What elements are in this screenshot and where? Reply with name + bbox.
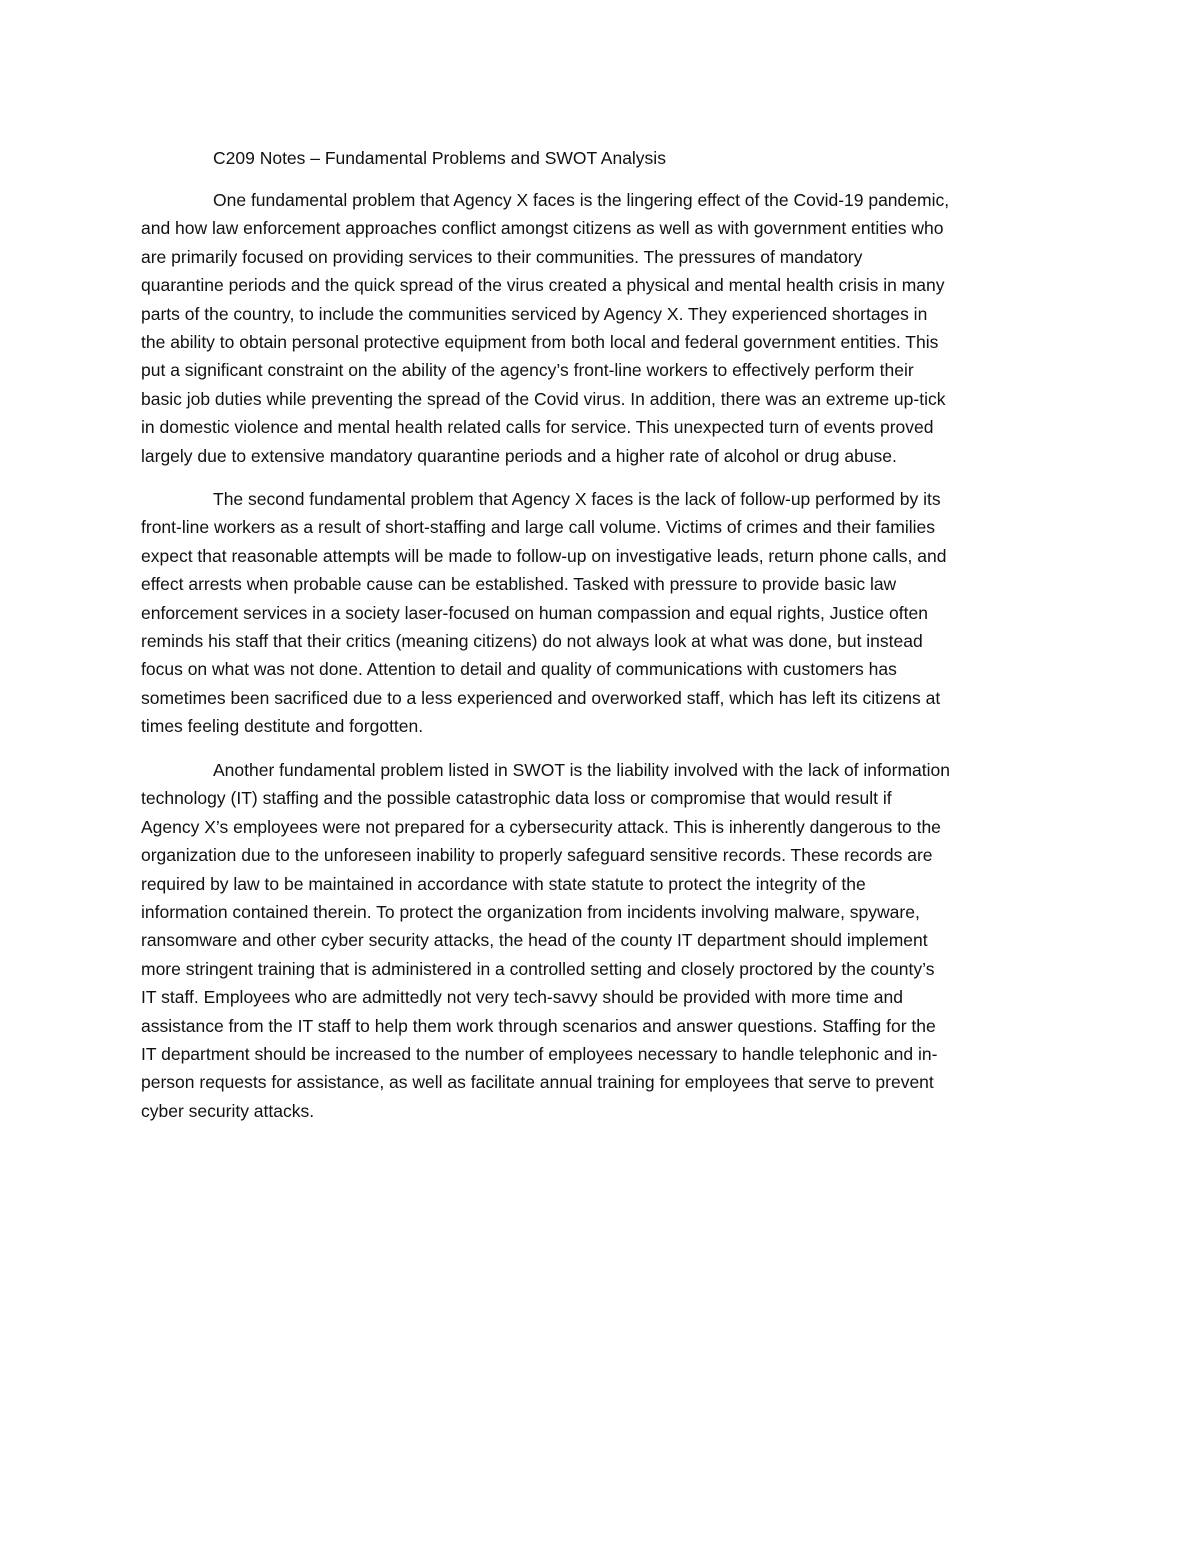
text-line: Agency X’s employees were not prepared for a cybersecurity attack. This is inherently dangerous to the bbox=[141, 816, 941, 837]
text-line: IT staff. Employees who are admittedly not very tech-savvy should be provided with more time and bbox=[141, 987, 903, 1008]
text-line: put a significant constraint on the ability of the agency’s front-line workers to effectively perform their bbox=[141, 360, 914, 381]
text-line: effect arrests when probable cause can be established. Tasked with pressure to provide basic law bbox=[141, 574, 897, 595]
text-line: reminds his staff that their critics (meaning citizens) do not always look at what was done, but instead bbox=[141, 631, 923, 652]
text-line: focus on what was not done. Attention to detail and quality of communications with customers has bbox=[141, 659, 897, 680]
text-line: front-line workers as a result of short-staffing and large call volume. Victims of crimes and their families bbox=[141, 517, 935, 538]
text-line: expect that reasonable attempts will be made to follow-up on investigative leads, return phone calls, and bbox=[141, 545, 947, 566]
text-line: IT department should be increased to the number of employees necessary to handle telephonic and in- bbox=[141, 1044, 938, 1065]
text-line: are primarily focused on providing services to their communities. The pressures of mandatory bbox=[141, 246, 863, 267]
paragraph-follow-up bbox=[141, 485, 946, 741]
paragraph-it-staffing bbox=[141, 756, 950, 1125]
paragraph-covid-impact bbox=[141, 186, 949, 470]
text-line: information contained therein. To protect the organization from incidents involving malware, spyware, bbox=[141, 902, 920, 923]
text-line: assistance from the IT staff to help them work through scenarios and answer questions. Staffing for the bbox=[141, 1015, 936, 1036]
text-line: sometimes been sacrificed due to a less experienced and overworked staff, which has left its citizens at bbox=[141, 687, 941, 708]
text-line: Another fundamental problem listed in SWOT is the liability involved with the lack of information bbox=[213, 760, 950, 780]
text-line: ransomware and other cyber security attacks, the head of the county IT department should implement bbox=[141, 930, 928, 951]
text-line: enforcement services in a society laser-focused on human compassion and equal rights, Justice often bbox=[141, 602, 928, 623]
text-line: the ability to obtain personal protective equipment from both local and federal government entities. This bbox=[141, 332, 939, 353]
text-line: One fundamental problem that Agency X faces is the lingering effect of the Covid-19 pandemic, bbox=[213, 190, 950, 210]
text-line: in domestic violence and mental health related calls for service. This unexpected turn of events proved bbox=[141, 417, 934, 438]
text-line: required by law to be maintained in accordance with state statute to protect the integrity of the bbox=[141, 873, 866, 894]
text-line: more stringent training that is administered in a controlled setting and closely proctored by the county’s bbox=[141, 958, 935, 979]
text-line: parts of the country, to include the communities serviced by Agency X. They experienced shortages in bbox=[141, 303, 928, 324]
text-line: quarantine periods and the quick spread of the virus created a physical and mental health crisis in many bbox=[141, 275, 945, 296]
text-line: largely due to extensive mandatory quarantine periods and a higher rate of alcohol or drug abuse. bbox=[141, 445, 897, 466]
text-line: times feeling destitute and forgotten. bbox=[141, 716, 424, 737]
text-line: The second fundamental problem that Agency X faces is the lack of follow-up performed by its bbox=[213, 489, 941, 509]
text-line: organization due to the unforeseen inability to properly safeguard sensitive records. These records are bbox=[141, 845, 933, 866]
text-line: and how law enforcement approaches conflict amongst citizens as well as with government entities who bbox=[141, 218, 944, 239]
text-line: person requests for assistance, as well as facilitate annual training for employees that serve to prevent bbox=[141, 1072, 934, 1093]
text-line: basic job duties while preventing the spread of the Covid virus. In addition, there was an extreme up-tick bbox=[141, 388, 946, 409]
document-title: C209 Notes – Fundamental Problems and SWOT Analysis bbox=[213, 148, 666, 168]
text-line: technology (IT) staffing and the possible catastrophic data loss or compromise that would result if bbox=[141, 788, 892, 809]
text-line: cyber security attacks. bbox=[141, 1100, 315, 1121]
